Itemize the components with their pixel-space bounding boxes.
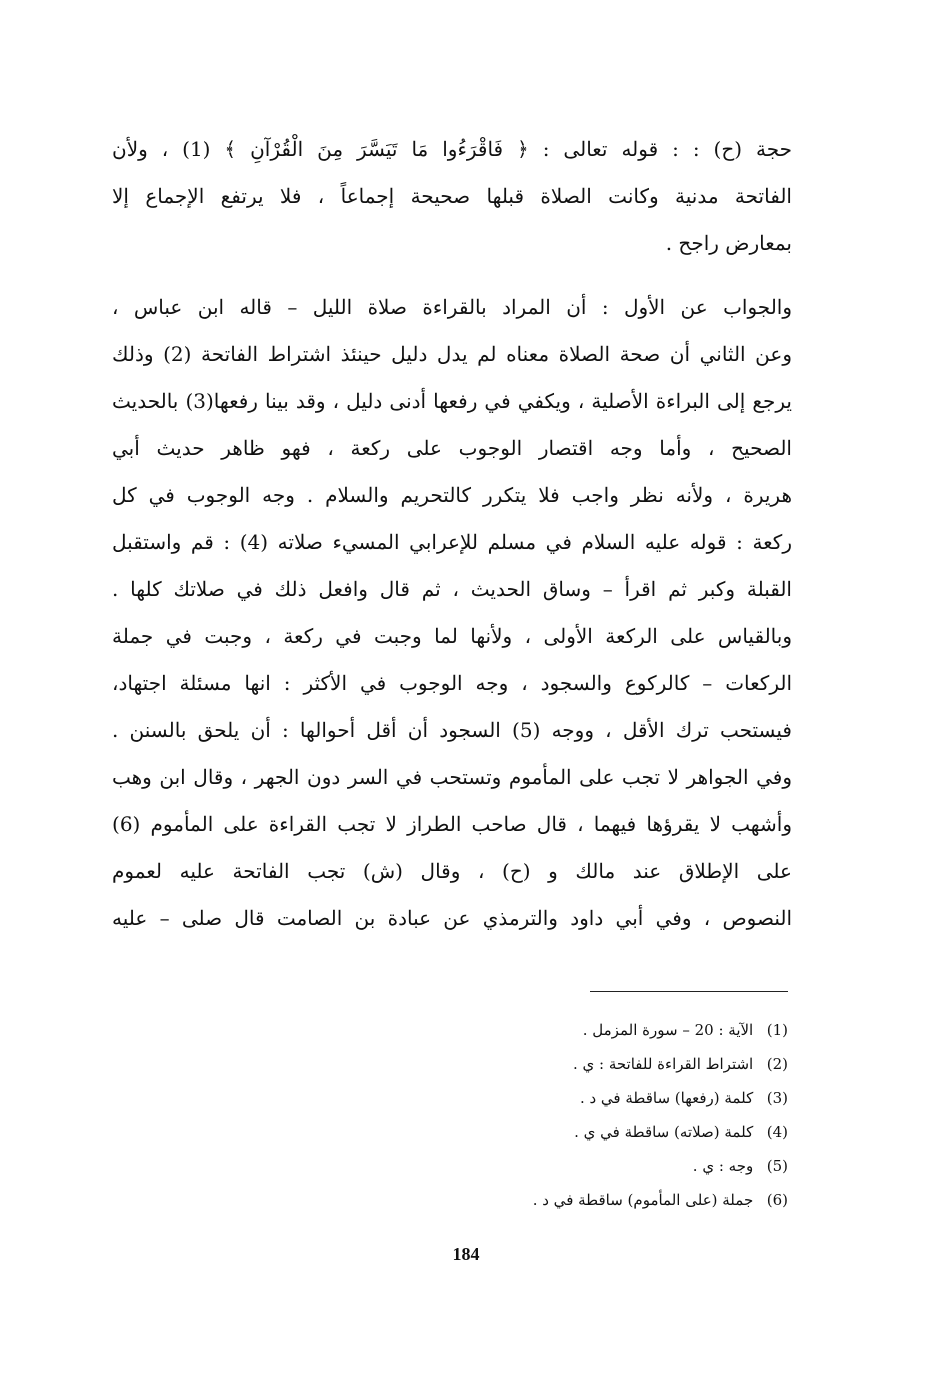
text-line: والجواب عن الأول : أن المراد بالقراءة صلاة الليل – قاله ابن عباس ، <box>112 295 792 319</box>
text-line: يرجع إلى البراءة الأصلية ، ويكفي في رفعها أدنى دليل ، وقد بينا رفعها(3) بالحديث <box>112 389 792 413</box>
footnote-text: كلمة (رفعها) ساقطة في د . <box>579 1089 754 1107</box>
text-line: على الإطلاق عند مالك و (ح) ، وقال (ش) تجب الفاتحة عليه لعموم <box>112 859 792 883</box>
text-line: القبلة وكبر ثم اقرأ – وساق الحديث ، ثم قال وافعل ذلك في صلاتك كلها . <box>112 577 792 601</box>
footnote-item <box>380 1115 788 1149</box>
paragraph-hujja <box>112 126 792 267</box>
text-line: وعن الثاني أن صحة الصلاة معناه لم يدل دليل حينئذ اشتراط الفاتحة (2) وذلك <box>112 342 792 366</box>
text-line: الصحيح ، وأما وجه اقتصار الوجوب على ركعة ، فهو ظاهر حديث أبي <box>112 436 792 460</box>
footnote-item <box>380 1013 788 1047</box>
text-line: النصوص ، وفي أبي داود والترمذي عن عبادة بن الصامت قال صلى – عليه <box>112 906 792 930</box>
paragraph-jawab <box>112 284 792 942</box>
footnote-divider <box>590 991 788 992</box>
footnote-item <box>380 1183 788 1217</box>
footnote-text: وجه : ي . <box>692 1157 754 1175</box>
text-line: بمعارض راجح . <box>665 231 792 255</box>
footnote-text: جملة (على المأموم) ساقطة في د . <box>532 1191 754 1209</box>
footnote-text: الآية : 20 – سورة المزمل . <box>582 1021 754 1039</box>
text-line: وبالقياس على الركعة الأولى ، ولأنها لما وجبت في ركعة ، وجبت في جملة <box>112 624 792 648</box>
footnote-text: اشتراط القراءة للفاتحة : ي . <box>572 1055 754 1073</box>
text-line: وأشهب لا يقرؤها فيهما ، قال صاحب الطراز لا تجب القراءة على المأموم (6) <box>112 812 792 836</box>
page-number: 184 <box>452 1244 480 1264</box>
text-line: الركعات – كالركوع والسجود ، وجه الوجوب في الأكثر : انها مسئلة اجتهاد، <box>112 671 792 695</box>
footnote-number: (3) <box>766 1089 788 1107</box>
text-line: حجة (ح) : : قوله تعالى : ﴿ فَاقْرَءُوا مَا تَيَسَّرَ مِنَ الْقُرْآنِ ﴾ (1) ، ولأن <box>112 137 792 161</box>
footnote-item <box>380 1081 788 1115</box>
footnote-item <box>380 1047 788 1081</box>
text-line: وفي الجواهر لا تجب على المأموم وتستحب في السر دون الجهر ، وقال ابن وهب <box>112 765 792 789</box>
footnote-number: (6) <box>766 1191 788 1209</box>
footnote-number: (5) <box>766 1157 788 1175</box>
text-line: ركعة : قوله عليه السلام في مسلم للإعرابي المسيء صلاته (4) : قم واستقبل <box>112 530 792 554</box>
footnote-text: كلمة (صلاته) ساقطة في ي . <box>574 1123 754 1141</box>
text-line: الفاتحة مدنية وكانت الصلاة قبلها صحيحة إجماعاً ، فلا يرتفع الإجماع إلا <box>112 184 792 208</box>
main-text <box>112 126 792 959</box>
footnotes <box>380 1013 788 1217</box>
footnote-number: (4) <box>766 1123 788 1141</box>
footnote-number: (2) <box>766 1055 788 1073</box>
text-line: فيستحب ترك الأقل ، ووجه (5) السجود أن أقل أحوالها : أن يلحق بالسنن . <box>112 718 792 742</box>
footnote-number: (1) <box>766 1021 788 1039</box>
text-line: هريرة ، ولأنه نظر واجب فلا يتكرر كالتحريم والسلام . وجه الوجوب في كل <box>112 483 792 507</box>
footnote-item <box>380 1149 788 1183</box>
